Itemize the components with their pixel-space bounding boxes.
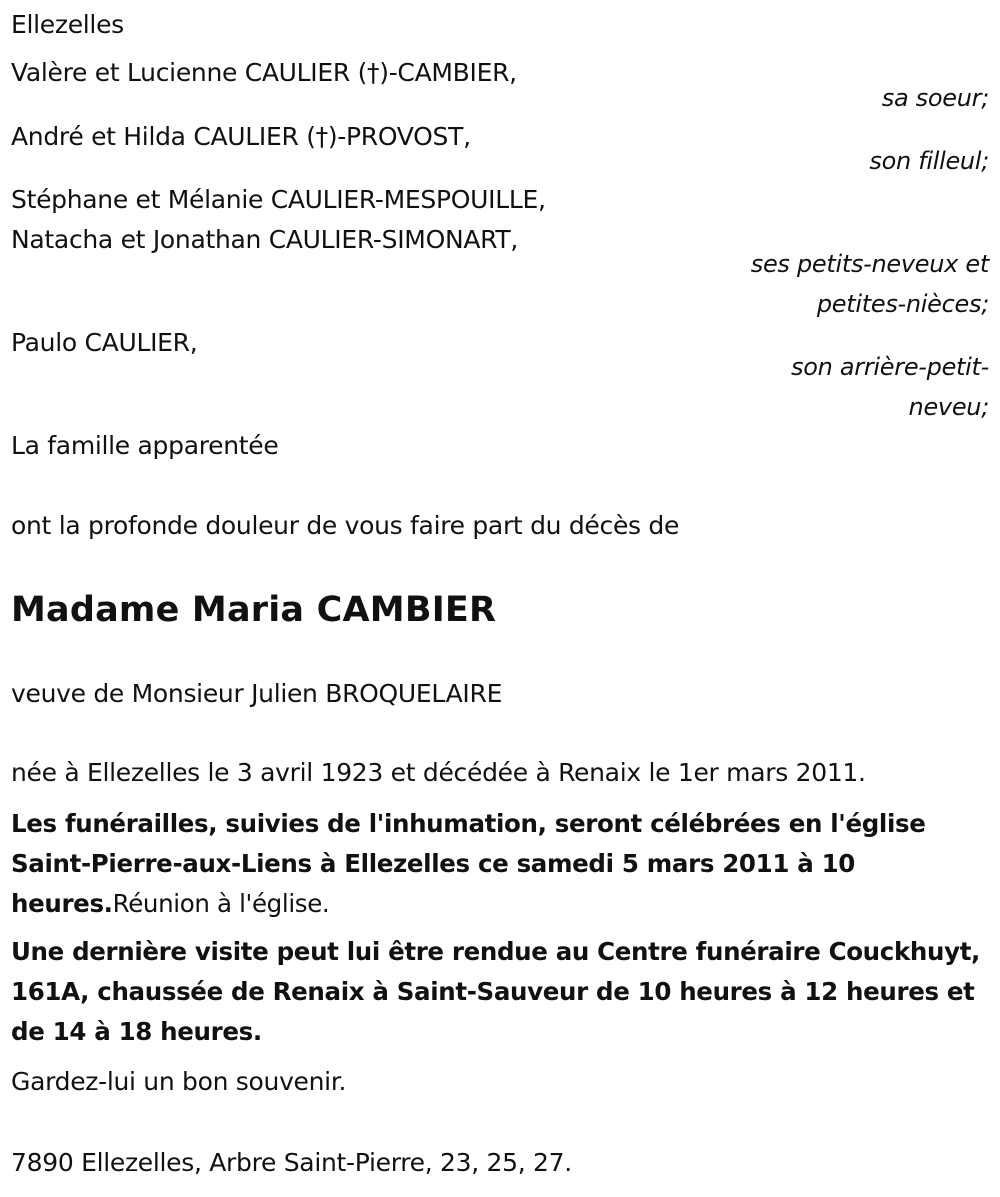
relation-1: sa soeur; <box>881 84 989 112</box>
family-member-4: Natacha et Jonathan CAULIER-SIMONART, <box>11 225 519 254</box>
funeral-info <box>11 804 996 924</box>
announcement: ont la profonde douleur de vous faire part du décès de <box>11 511 680 540</box>
relation-2: son filleul; <box>869 147 989 175</box>
family-member-3: Stéphane et Mélanie CAULIER-MESPOUILLE, <box>11 185 546 214</box>
funeral-info-regular: Réunion à l'église. <box>112 889 330 918</box>
relation-4-line-1: son arrière-petit- <box>791 353 989 381</box>
relation-3-line-2: petites-nièces; <box>816 290 989 318</box>
birth-death: née à Ellezelles le 3 avril 1923 et décédée à Renaix le 1er mars 2011. <box>11 758 866 787</box>
family-member-2: André et Hilda CAULIER (†)-PROVOST, <box>11 122 471 151</box>
extended-family: La famille apparentée <box>11 431 279 460</box>
deceased-name: Madame Maria CAMBIER <box>11 590 497 630</box>
relation-3-line-1: ses petits-neveux et <box>750 250 989 278</box>
family-member-5: Paulo CAULIER, <box>11 328 198 357</box>
visit-info: Une dernière visite peut lui être rendue au Centre funéraire Couckhuyt, 161A, chaussée de Renaix à Saint-Sauveur de 10 heures à 12 heures et de 14 à 18 heures. <box>11 937 981 1046</box>
location: Ellezelles <box>11 10 124 39</box>
family-member-1: Valère et Lucienne CAULIER (†)-CAMBIER, <box>11 58 517 87</box>
closing: Gardez-lui un bon souvenir. <box>11 1067 347 1096</box>
relation-4-line-2: neveu; <box>908 393 989 421</box>
funeral-info-bold: Les funérailles, suivies de l'inhumation, seront célébrées en l'église Saint-Pierre-aux-Liens à Ellezelles ce samedi 5 mars 2011 à 10 heures. <box>11 809 926 918</box>
address: 7890 Ellezelles, Arbre Saint-Pierre, 23, 25, 27. <box>11 1148 572 1177</box>
widow-of: veuve de Monsieur Julien BROQUELAIRE <box>11 679 503 708</box>
